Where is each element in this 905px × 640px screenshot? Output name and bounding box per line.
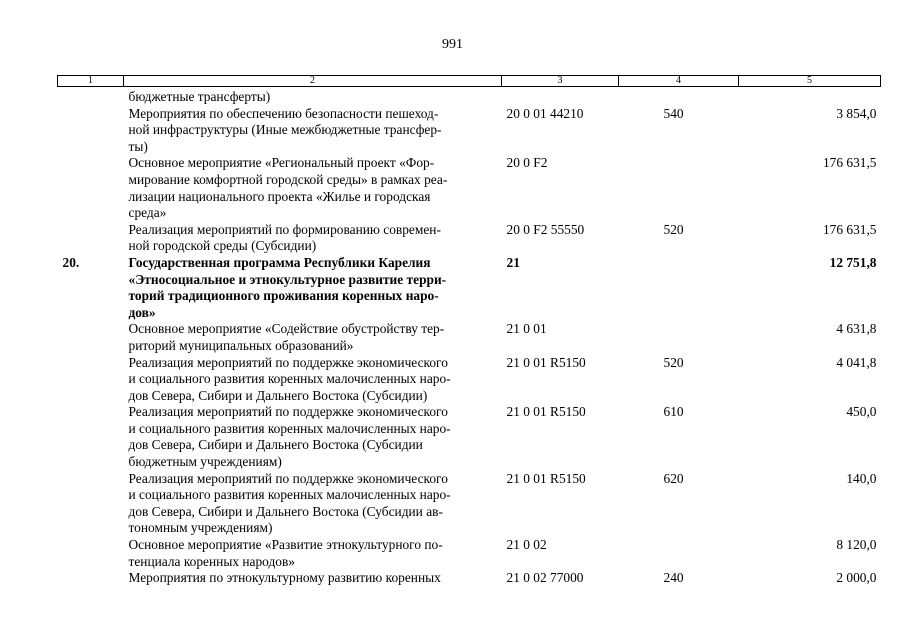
table-row <box>58 355 881 405</box>
row-description <box>124 106 502 156</box>
table-row <box>58 471 881 537</box>
row-description <box>124 537 502 570</box>
expense-type-code: 520 <box>663 221 684 237</box>
row-description <box>124 321 502 354</box>
row-number <box>58 222 124 255</box>
expense-type-code <box>619 321 739 354</box>
amount: 4 041,8 <box>836 354 877 370</box>
row-description <box>124 355 502 405</box>
description-line: Мероприятия по этнокультурному развитию коренных <box>128 570 441 586</box>
table-row <box>58 106 881 156</box>
description-line: Реализация мероприятий по поддержке экономического <box>128 470 448 486</box>
description-line: тономным учреждениям) <box>128 520 273 536</box>
description-line: тенциала коренных народов» <box>128 553 295 569</box>
expense-type-code <box>619 255 739 321</box>
description-line: ной инфраструктуры (Иные межбюджетные трансфер- <box>128 122 442 138</box>
amount: 12 751,8 <box>829 254 877 270</box>
row-number <box>58 87 124 106</box>
amount: 2 000,0 <box>836 570 877 586</box>
expense-type-code: 610 <box>663 404 684 420</box>
description-line: ной городской среды (Субсидии) <box>128 238 317 254</box>
description-line: Государственная программа Республики Карелия <box>128 254 431 270</box>
amount: 176 631,5 <box>822 155 877 171</box>
description-line: Основное мероприятие «Развитие этнокультурного по- <box>128 537 443 553</box>
description-line: риторий муниципальных образований» <box>128 337 354 353</box>
description-line: и социального развития коренных малочисленных наро- <box>128 487 451 503</box>
amount: 4 631,8 <box>836 321 877 337</box>
expense-type-code: 620 <box>663 470 684 486</box>
target-article-code <box>502 87 619 106</box>
expense-type-code <box>619 155 739 221</box>
header-col-5: 5 <box>739 76 881 87</box>
description-line: дов Севера, Сибири и Дальнего Востока (Субсидии ав- <box>128 503 443 519</box>
row-number <box>58 471 124 537</box>
column-number-header <box>58 76 881 87</box>
row-number <box>58 355 124 405</box>
row-description <box>124 222 502 255</box>
table-row <box>58 87 881 106</box>
description-line: Реализация мероприятий по формированию современ- <box>128 221 441 237</box>
header-col-4: 4 <box>619 76 739 87</box>
description-line: бюджетным учреждениям) <box>128 454 282 470</box>
row-description <box>124 471 502 537</box>
row-description <box>124 87 502 106</box>
amount: 8 120,0 <box>836 537 877 553</box>
header-col-1: 1 <box>58 76 124 87</box>
amount: 176 631,5 <box>822 221 877 237</box>
row-number <box>58 404 124 470</box>
description-line: и социального развития коренных малочисленных наро- <box>128 371 451 387</box>
description-line: среда» <box>128 205 167 221</box>
amount: 140,0 <box>846 470 877 486</box>
description-line: и социального развития коренных малочисленных наро- <box>128 420 451 436</box>
row-description <box>124 255 502 321</box>
row-number <box>58 321 124 354</box>
target-article-code: 21 0 02 77000 <box>506 570 584 586</box>
description-line: торий традиционного проживания коренных наро- <box>128 288 439 304</box>
expense-type-code <box>619 537 739 570</box>
description-line: бюджетные трансферты) <box>128 89 271 104</box>
target-article-code: 21 0 01 R5150 <box>506 470 586 486</box>
amount <box>739 87 881 106</box>
table-row <box>58 570 881 587</box>
target-article-code: 21 <box>506 254 520 270</box>
table-row <box>58 404 881 470</box>
description-line: «Этносоциальное и этнокультурное развитие терри- <box>128 271 447 287</box>
row-number <box>58 106 124 156</box>
row-number <box>58 537 124 570</box>
description-line: мирование комфортной городской среды» в рамках реа- <box>128 171 448 187</box>
row-number <box>58 570 124 587</box>
target-article-code: 20 0 01 44210 <box>506 105 584 121</box>
header-col-2: 2 <box>124 76 502 87</box>
row-description <box>124 570 502 587</box>
row-number: 20. <box>62 254 80 270</box>
budget-table <box>57 75 881 587</box>
target-article-code: 21 0 01 R5150 <box>506 404 586 420</box>
expense-type-code: 540 <box>663 105 684 121</box>
target-article-code: 21 0 01 <box>506 321 547 337</box>
description-line: лизации национального проекта «Жилье и городская <box>128 188 431 204</box>
table-row <box>58 222 881 255</box>
description-line: Мероприятия по обеспечению безопасности пешеход- <box>128 105 439 121</box>
description-line: дов Севера, Сибири и Дальнего Востока (Субсидии <box>128 437 423 453</box>
table-row <box>58 155 881 221</box>
expense-type-code: 240 <box>663 570 684 586</box>
table-row <box>58 537 881 570</box>
description-line: ты) <box>128 138 148 154</box>
page-number: 991 <box>442 37 463 52</box>
expense-type-code: 520 <box>663 354 684 370</box>
table-row <box>58 255 881 321</box>
description-line: дов» <box>128 304 156 320</box>
row-description <box>124 155 502 221</box>
header-col-3: 3 <box>502 76 619 87</box>
description-line: Реализация мероприятий по поддержке экономического <box>128 404 448 420</box>
description-line: дов Севера, Сибири и Дальнего Востока (Субсидии) <box>128 387 428 403</box>
description-line: Основное мероприятие «Содействие обустройству тер- <box>128 321 445 337</box>
target-article-code: 21 0 02 <box>506 537 547 553</box>
target-article-code: 21 0 01 R5150 <box>506 354 586 370</box>
description-line: Основное мероприятие «Региональный проект «Фор- <box>128 155 435 171</box>
row-description <box>124 404 502 470</box>
description-line: Реализация мероприятий по поддержке экономического <box>128 354 448 370</box>
row-number <box>58 155 124 221</box>
amount: 450,0 <box>846 404 877 420</box>
table-row <box>58 321 881 354</box>
expense-type-code <box>619 87 739 106</box>
target-article-code: 20 0 F2 55550 <box>506 221 585 237</box>
target-article-code: 20 0 F2 <box>506 155 548 171</box>
amount: 3 854,0 <box>836 105 877 121</box>
